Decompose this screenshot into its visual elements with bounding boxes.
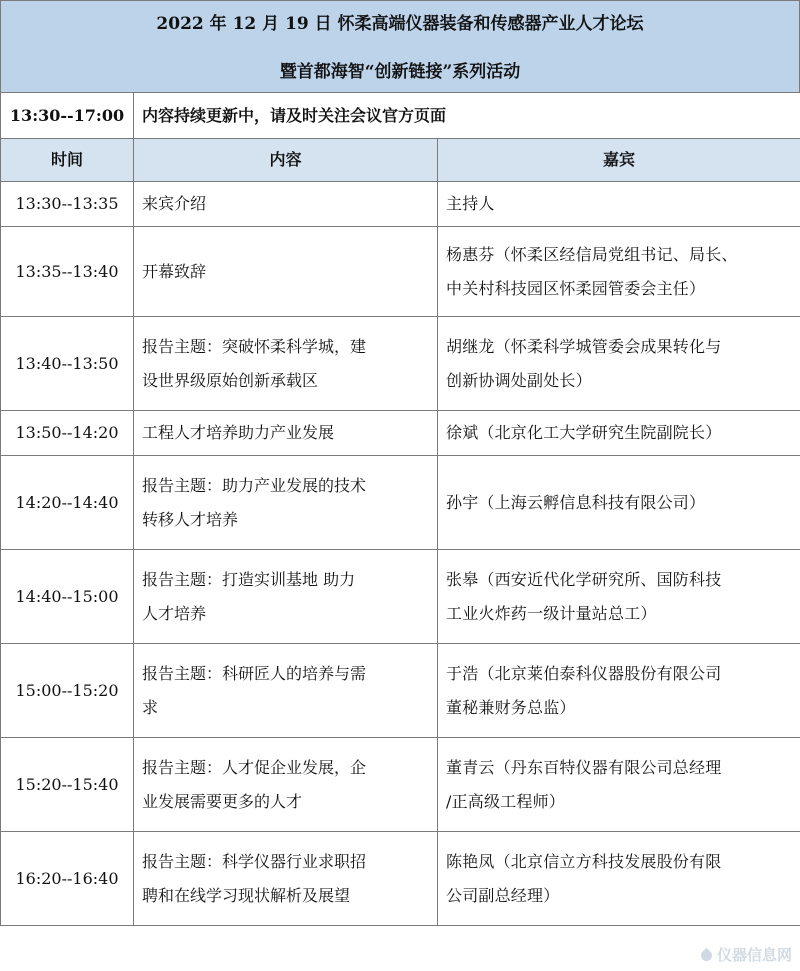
row-content [134,738,438,832]
content-line: 报告主题：人才促企业发展，企 [142,757,367,777]
agenda-row [1,182,800,227]
content-line: 开幕致辞 [142,261,207,281]
watermark-drop-icon [699,948,715,964]
row-content [134,182,438,227]
row-speaker [438,550,800,644]
content-line: 来宾介绍 [142,194,207,213]
row-time: 15:00--15:20 [1,644,134,738]
content-line: 业发展需要更多的人才 [142,791,303,811]
row-content [134,456,438,550]
content-line: 工程人才培养助力产业发展 [142,423,335,442]
content-line: 报告主题：科研匠人的培养与需 [142,663,367,683]
content-line: 聘和在线学习现状解析及展望 [142,885,351,905]
row-time: 14:40--15:00 [1,550,134,644]
row-time: 13:30--13:35 [1,182,134,227]
row-speaker [438,411,800,456]
speaker-line: 徐斌（北京化工大学研究生院副院长） [446,423,722,442]
row-speaker [438,227,800,317]
title-line-1: 2022 年 12 月 19 日 怀柔高端仪器装备和传感器产业人才论坛 [156,14,644,34]
speaker-line: 于浩（北京莱伯泰科仪器股份有限公司 [446,663,722,683]
row-speaker [438,317,800,411]
speaker-line: 胡继龙（怀柔科学城管委会成果转化与 [446,336,722,356]
speaker-line: 杨惠芬（怀柔区经信局党组书记、局长、 [446,244,738,264]
row-speaker [438,832,800,926]
speaker-line: 工业火炸药一级计量站总工） [446,603,657,623]
row-content [134,227,438,317]
content-line: 设世界级原始创新承载区 [142,370,319,390]
speaker-line: 公司副总经理） [446,885,560,905]
row-time: 13:40--13:50 [1,317,134,411]
content-line: 人才培养 [142,603,207,623]
row-time: 15:20--15:40 [1,738,134,832]
agenda-row [1,550,800,644]
row-speaker [438,456,800,550]
notice-text: 内容持续更新中，请及时关注会议官方页面 [134,93,800,139]
row-speaker [438,182,800,227]
content-line: 报告主题：科学仪器行业求职招 [142,851,367,871]
speaker-line: 陈艳凤（北京信立方科技发展股份有限 [446,851,722,871]
content-line: 转移人才培养 [142,509,239,529]
speaker-line: /正高级工程师） [446,791,565,811]
row-content [134,832,438,926]
header-speaker: 嘉宾 [438,139,800,182]
row-content [134,644,438,738]
agenda-row [1,738,800,832]
notice-row [1,93,800,139]
row-content [134,550,438,644]
speaker-line: 孙宇（上海云孵信息科技有限公司） [446,492,706,512]
speaker-line: 董秘兼财务总监） [446,697,576,717]
header-row [1,139,800,182]
content-line: 报告主题：突破怀柔科学城，建 [142,336,367,356]
watermark [701,944,792,965]
agenda-row [1,456,800,550]
agenda-row [1,317,800,411]
header-content: 内容 [134,139,438,182]
speaker-line: 主持人 [446,194,495,213]
watermark-text: 仪器信息网 [716,946,792,964]
row-time: 16:20--16:40 [1,832,134,926]
agenda-table [0,92,800,926]
content-line: 报告主题：打造实训基地 助力 [142,569,356,589]
speaker-line: 张皋（西安近代化学研究所、国防科技 [446,569,722,589]
content-line: 求 [142,697,159,717]
agenda-row [1,644,800,738]
row-content [134,317,438,411]
agenda-row [1,227,800,317]
agenda-row [1,411,800,456]
speaker-line: 创新协调处副处长） [446,370,592,390]
speaker-line: 中关村科技园区怀柔园管委会主任） [446,278,706,298]
header-time: 时间 [1,139,134,182]
title-line-2: 暨首都海智“创新链接”系列活动 [279,62,521,82]
speaker-line: 董青云（丹东百特仪器有限公司总经理 [446,757,722,777]
agenda-row [1,832,800,926]
content-line: 报告主题：助力产业发展的技术 [142,475,367,495]
row-time: 14:20--14:40 [1,456,134,550]
row-time: 13:35--13:40 [1,227,134,317]
row-content [134,411,438,456]
row-speaker [438,644,800,738]
row-time: 13:50--14:20 [1,411,134,456]
notice-time: 13:30--17:00 [1,93,134,139]
row-speaker [438,738,800,832]
title-block [0,0,800,93]
